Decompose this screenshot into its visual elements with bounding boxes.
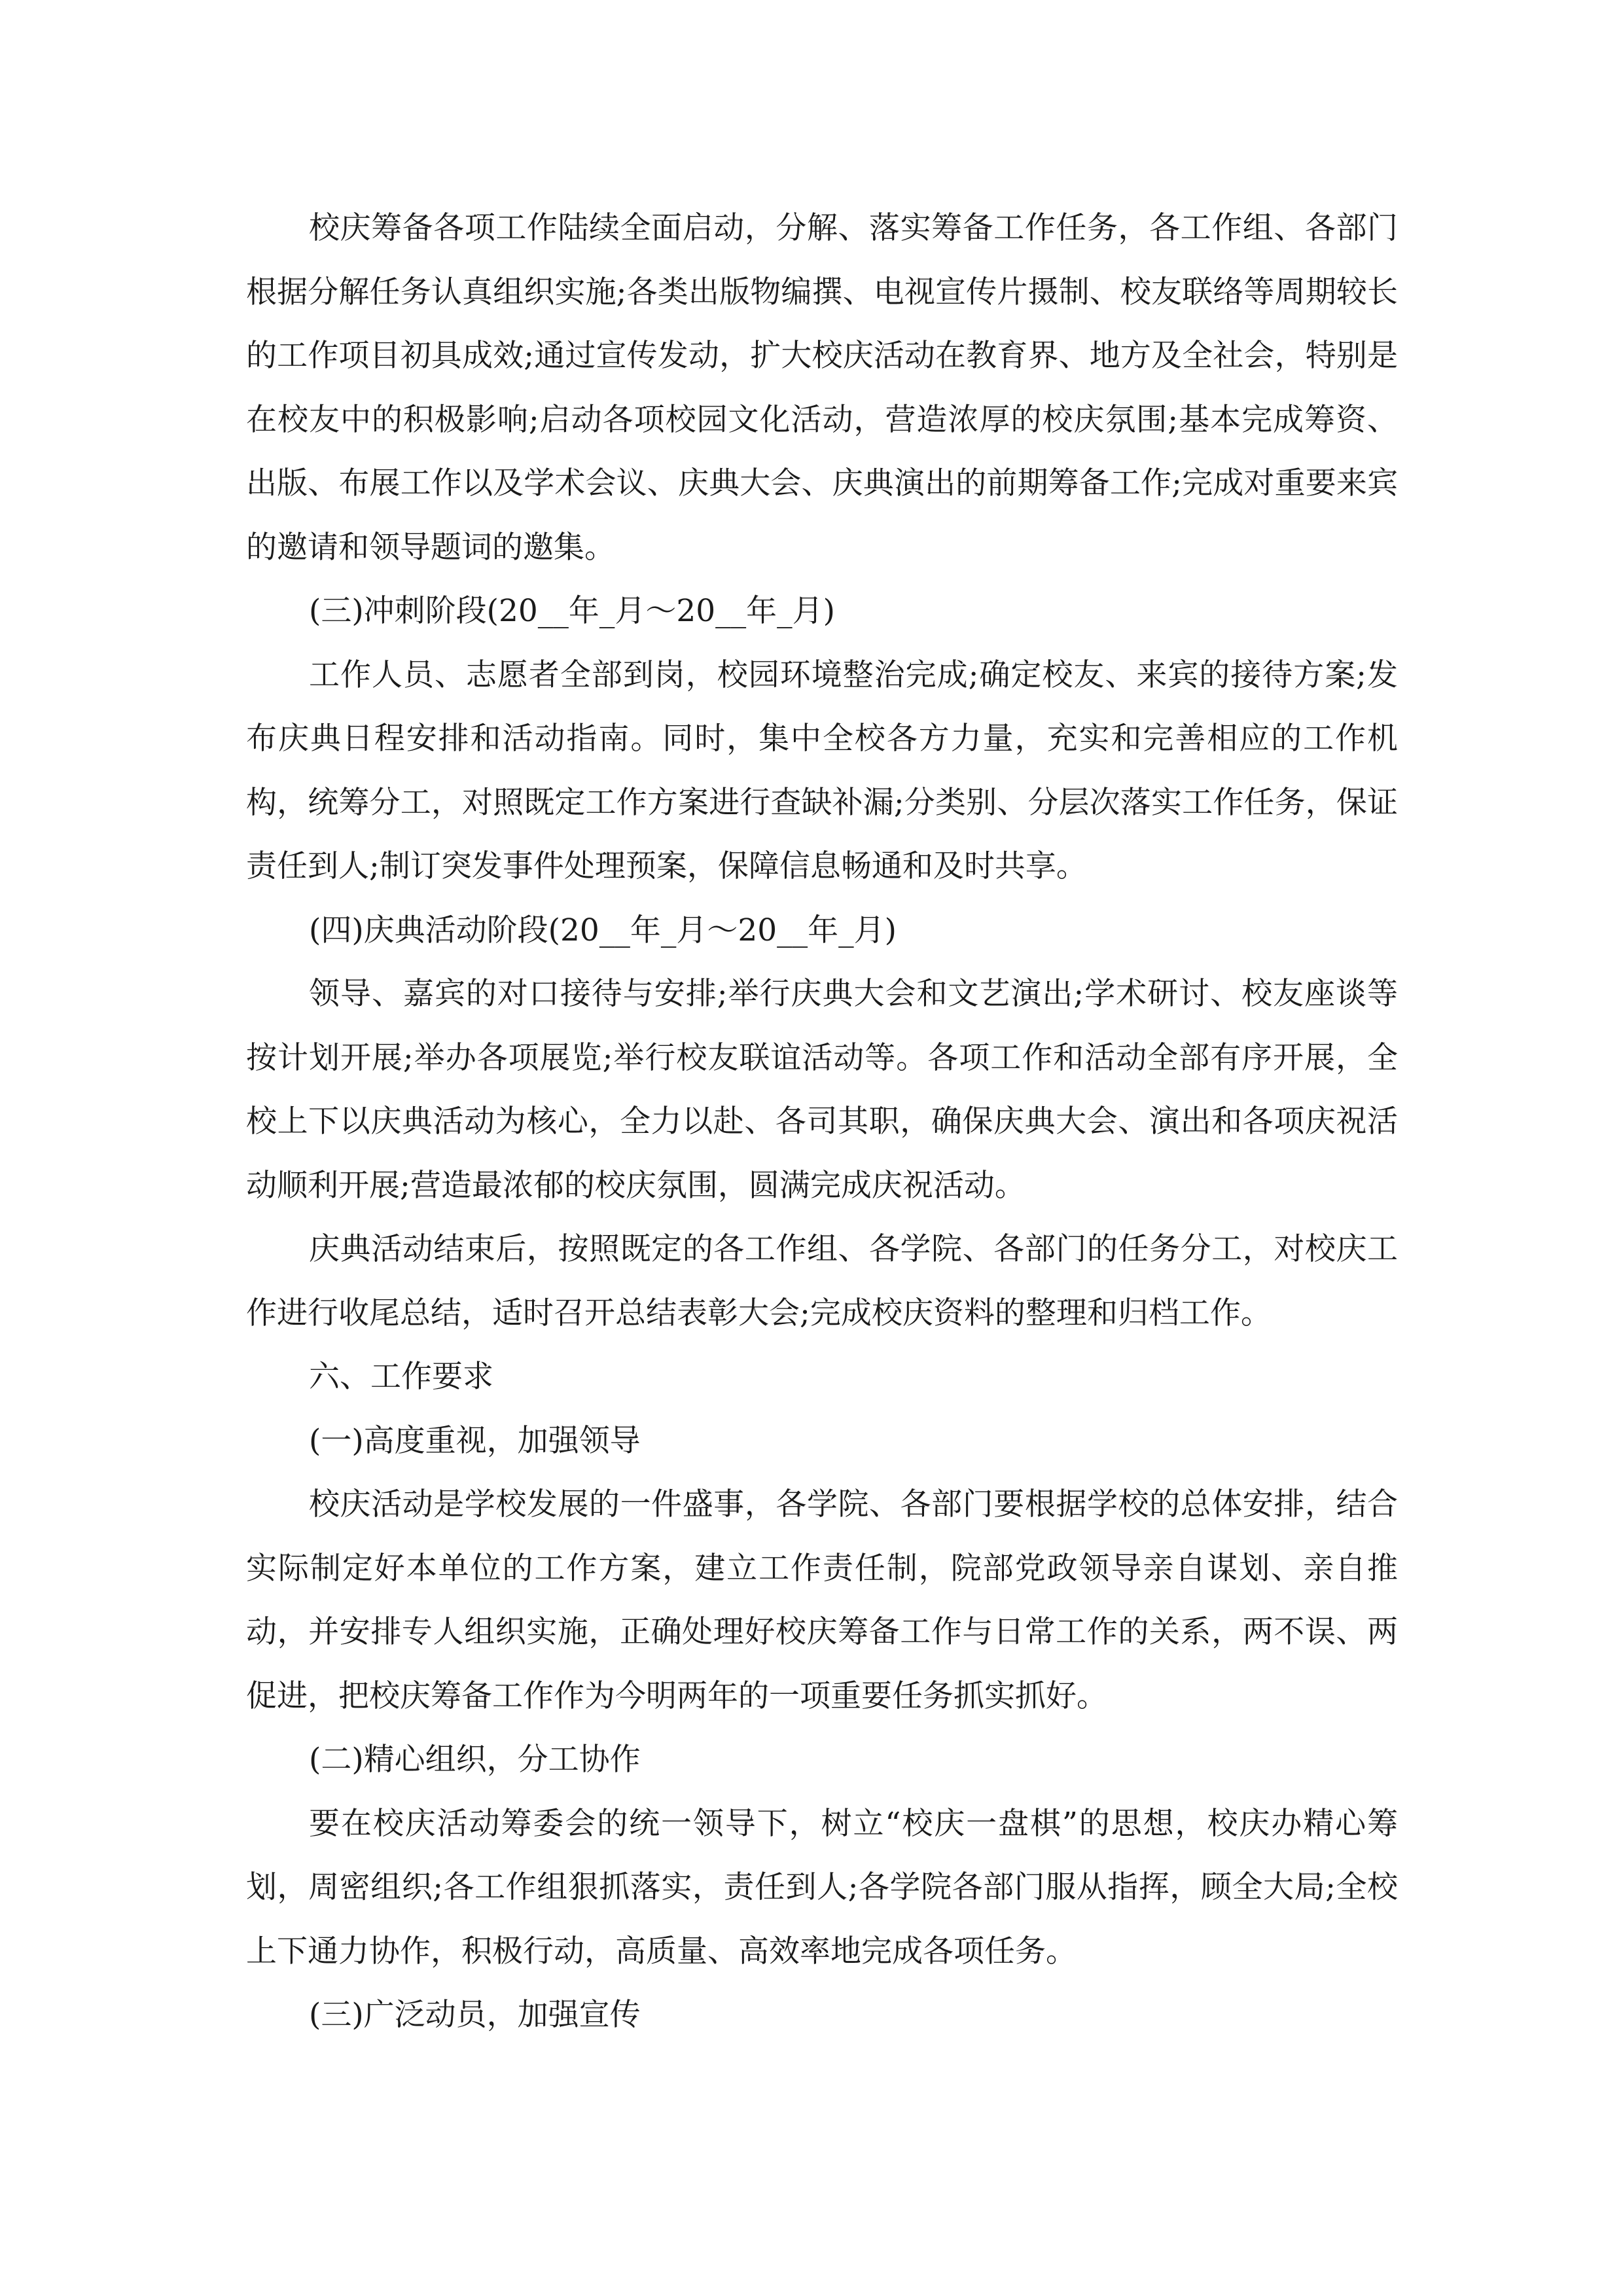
section-heading: (一)高度重视，加强领导 [309, 1422, 641, 1459]
paragraph: 庆典活动结束后，按照既定的各工作组、各学院、各部门的任务分工，对校庆工作进行收尾总结，适时召开总结表彰大会;完成校庆资料的整理和归档工作。 [246, 1231, 1398, 1331]
paragraph: 校庆活动是学校发展的一件盛事，各学院、各部门要根据学校的总体安排，结合实际制定好本单位的工作方案，建立工作责任制，院部党政领导亲自谋划、亲自推动，并安排专人组织实施，正确处理好校庆筹备工作与日常工作的关系，两不误、两促进，把校庆筹备工作作为今明两年的一项重要任务抓实抓好。 [246, 1486, 1398, 1714]
section-heading: (三)冲刺阶段(20__年_月～20__年_月) [309, 593, 835, 629]
section-heading: 六、工作要求 [309, 1359, 493, 1395]
paragraph: 校庆筹备各项工作陆续全面启动，分解、落实筹备工作任务，各工作组、各部门根据分解任务认真组织实施;各类出版物编撰、电视宣传片摄制、校友联络等周期较长的工作项目初具成效;通过宣传发动，扩大校庆活动在教育界、地方及全社会，特别是在校友中的积极影响;启动各项校园文化活动，营造浓厚的校庆氛围;基本完成筹资、出版、布展工作以及学术会议、庆典大会、庆典演出的前期筹备工作;完成对重要来宾的邀请和领导题词的邀集。 [246, 210, 1398, 565]
section-heading: (二)精心组织，分工协作 [309, 1742, 641, 1778]
paragraph: 领导、嘉宾的对口接待与安排;举行庆典大会和文艺演出;学术研讨、校友座谈等按计划开展;举办各项展览;举行校友联谊活动等。各项工作和活动全部有序开展，全校上下以庆典活动为核心，全力以赴、各司其职，确保庆典大会、演出和各项庆祝活动顺利开展;营造最浓郁的校庆氛围，圆满完成庆祝活动。 [246, 976, 1398, 1204]
paragraph: 要在校庆活动筹委会的统一领导下，树立“校庆一盘棋”的思想，校庆办精心筹划，周密组织;各工作组狠抓落实，责任到人;各学院各部门服从指挥，顾全大局;全校上下通力协作，积极行动，高质量、高效率地完成各项任务。 [246, 1805, 1398, 1969]
section-heading: (三)广泛动员，加强宣传 [309, 1997, 641, 2033]
document-body [246, 196, 1398, 2047]
paragraph: 工作人员、志愿者全部到岗，校园环境整治完成;确定校友、来宾的接待方案;发布庆典日程安排和活动指南。同时，集中全校各方力量，充实和完善相应的工作机构，统筹分工，对照既定工作方案进行查缺补漏;分类别、分层次落实工作任务，保证责任到人;制订突发事件处理预案，保障信息畅通和及时共享。 [246, 656, 1398, 884]
section-heading: (四)庆典活动阶段(20__年_月～20__年_月) [309, 912, 897, 948]
